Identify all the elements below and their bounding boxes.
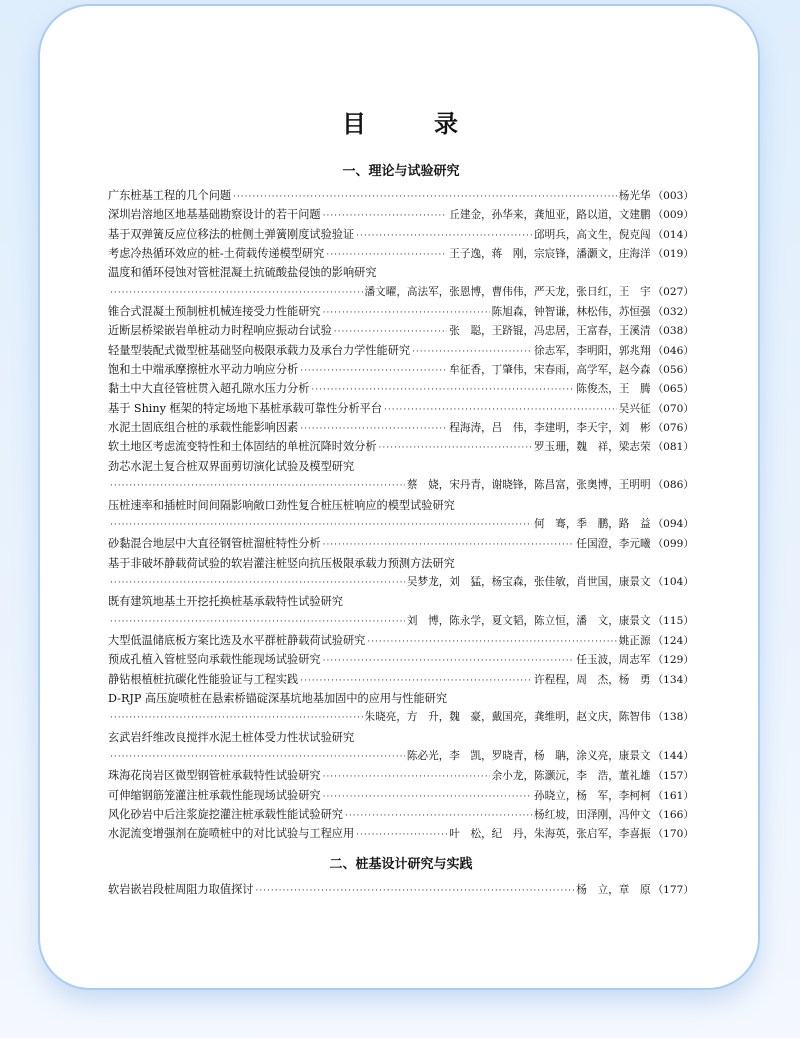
entry-page: （086） bbox=[652, 479, 694, 492]
dot-leader bbox=[367, 633, 616, 650]
toc-entry-title-line bbox=[108, 263, 694, 282]
dot-leader bbox=[110, 477, 405, 495]
dot-leader bbox=[233, 188, 617, 205]
entry-authors: 叶 松，纪 丹，朱海英，张启军，李喜振 bbox=[449, 828, 651, 841]
entry-authors: 吴梦龙，刘 猛，杨宝森，张佳敏，肖世国，康景文 bbox=[406, 575, 651, 588]
entry-title: 预成孔植入管桩竖向承载性能现场试验研究 bbox=[108, 653, 321, 667]
toc-entry bbox=[108, 631, 694, 650]
toc-entry-author-line bbox=[108, 612, 694, 631]
entry-authors: 孙晓立，杨 军，李柯柯 bbox=[534, 789, 651, 802]
dot-leader bbox=[110, 709, 363, 727]
entry-authors: 姚正源 bbox=[618, 634, 651, 647]
entry-authors: 朱晓亮，方 升，魏 豪，戴国亮，龚维明，赵文庆，陈智伟 bbox=[364, 711, 651, 724]
toc-entry bbox=[108, 186, 694, 205]
toc-entry-title-line bbox=[108, 592, 694, 611]
toc-entry-title-line bbox=[108, 554, 694, 573]
entry-authors: 陈旭森，钟智谦，林松伟，苏恒强 bbox=[491, 306, 651, 319]
toc-entry bbox=[108, 766, 694, 785]
toc-entry bbox=[108, 321, 694, 340]
dot-leader bbox=[356, 826, 447, 843]
entry-title: 劲芯水泥土复合桩双界面剪切演化试验及模型研究 bbox=[108, 459, 355, 473]
dot-leader bbox=[412, 343, 532, 360]
entry-title: D-RJP 高压旋喷桩在悬索桥锚碇深基坑地基加固中的应用与性能研究 bbox=[108, 691, 448, 705]
entry-authors: 杨红坡，田泽刚，冯仲文 bbox=[534, 809, 651, 821]
dot-leader bbox=[323, 536, 575, 553]
entry-title: 风化砂岩中后注浆旋挖灌注桩承载性能试验研究 bbox=[108, 808, 343, 821]
toc-entry-title-line bbox=[108, 689, 694, 708]
entry-page: （099） bbox=[652, 538, 694, 551]
toc-entry bbox=[108, 399, 694, 418]
entry-authors: 蔡 娆，宋丹青，谢晓锋，陈昌富，张奥博，王明明 bbox=[406, 479, 651, 492]
dot-leader bbox=[110, 748, 405, 766]
toc-entry bbox=[108, 534, 694, 553]
entry-authors: 潘文曜，高法军，张恩博，曹伟伟，严天龙，张日红，王 宇 bbox=[364, 285, 651, 298]
entry-page: （014） bbox=[652, 228, 694, 241]
entry-page: （019） bbox=[652, 248, 694, 261]
dot-leader bbox=[323, 788, 532, 805]
dot-leader bbox=[379, 439, 533, 456]
entry-title: 软岩嵌岩段桩周阻力取值探讨 bbox=[108, 882, 254, 896]
toc-entry-author-line bbox=[108, 283, 694, 302]
toc-entry-author-line bbox=[108, 515, 694, 534]
entry-authors: 杨 立，章 原 bbox=[576, 883, 651, 896]
entry-title: 基于双弹簧反应位移法的桩侧土弹簧刚度试验验证 bbox=[108, 227, 355, 241]
entry-title: 可伸缩钢筋笼灌注桩承载性能现场试验研究 bbox=[108, 788, 321, 802]
entry-title: 压桩速率和插桩时间间隔影响敞口劲性复合桩压桩响应的模型试验研究 bbox=[108, 498, 455, 512]
entry-authors: 杨光华 bbox=[618, 190, 651, 202]
entry-page: （009） bbox=[652, 209, 694, 222]
entry-title: 黏土中大直径管桩贯入超孔隙水压力分析 bbox=[108, 382, 310, 396]
entry-title: 轻量型装配式微型桩基础竖向极限承载力及承台力学性能研究 bbox=[108, 343, 411, 357]
toc-entry-author-line bbox=[108, 573, 694, 592]
entry-authors: 刘 博，陈永学，夏文韬，陈立恒，潘 文，康景文 bbox=[406, 614, 651, 627]
toc-entry bbox=[108, 225, 694, 244]
toc-entry bbox=[108, 437, 694, 456]
entry-title: 砂黏混合地层中大直径钢管桩溜桩特性分析 bbox=[108, 537, 321, 551]
toc-entry bbox=[108, 786, 694, 805]
dot-leader bbox=[311, 381, 574, 398]
entry-page: （038） bbox=[652, 325, 694, 338]
entry-title: 广东桩基工程的几个问题 bbox=[108, 189, 232, 202]
toc-entry bbox=[108, 360, 694, 379]
dot-leader bbox=[345, 807, 532, 824]
toc-entry bbox=[108, 824, 694, 843]
page-title: 目 录 bbox=[342, 110, 480, 138]
toc-entry-author-line bbox=[108, 708, 694, 727]
entry-page: （177） bbox=[652, 883, 694, 896]
entry-page: （081） bbox=[652, 441, 694, 454]
entry-page: （094） bbox=[652, 517, 694, 530]
section-heading: 一、理论与试验研究 bbox=[342, 164, 460, 179]
entry-authors: 牟征香，丁肇伟，宋春雨，高学军，赵今森 bbox=[449, 364, 651, 377]
entry-authors: 张 聪，王跻锟，冯忠居，王富春，王溪清 bbox=[449, 325, 651, 338]
toc-entry-title-line bbox=[108, 728, 694, 747]
dot-leader bbox=[255, 882, 574, 899]
entry-authors: 余小龙，陈灏沅，李 浩，董礼雄 bbox=[491, 770, 651, 783]
toc-entry bbox=[108, 379, 694, 398]
entry-page: （003） bbox=[652, 190, 694, 202]
entry-title: 锥合式混凝土预制桩机械连接受力性能研究 bbox=[108, 305, 321, 319]
toc-entry bbox=[108, 244, 694, 263]
entry-page: （144） bbox=[652, 749, 694, 762]
entry-title: 水泥流变增强剂在旋喷桩中的对比试验与工程应用 bbox=[108, 827, 355, 841]
entry-title: 饱和土中端承摩擦桩水平动力响应分析 bbox=[108, 363, 299, 377]
toc-entry bbox=[108, 650, 694, 669]
toc-entry bbox=[108, 205, 694, 224]
toc-entry bbox=[108, 418, 694, 437]
entry-title: 近断层桥梁嵌岩单桩动力时程响应振动台试验 bbox=[108, 324, 332, 338]
dot-leader bbox=[323, 207, 448, 224]
entry-title: 温度和循环侵蚀对管桩混凝土抗硫酸盐侵蚀的影响研究 bbox=[108, 266, 377, 280]
entry-authors: 罗玉珊，魏 祥，梁志荣 bbox=[534, 441, 651, 454]
entry-title: 既有建筑地基土开挖托换桩基承载特性试验研究 bbox=[108, 595, 343, 609]
entry-page: （166） bbox=[652, 809, 694, 821]
entry-title: 考虑冷热循环效应的桩-土荷载传递模型研究 bbox=[108, 247, 325, 261]
entry-page: （076） bbox=[652, 422, 694, 435]
entry-page: （129） bbox=[652, 654, 694, 667]
section-heading: 二、桩基设计研究与实践 bbox=[329, 856, 473, 872]
entry-title: 静钻根植桩抗碳化性能验证与工程实践 bbox=[108, 672, 299, 686]
table-of-contents bbox=[108, 158, 694, 899]
entry-page: （170） bbox=[652, 828, 694, 841]
toc-entry bbox=[108, 880, 694, 899]
dot-leader bbox=[323, 304, 490, 321]
toc-entry-title-line bbox=[108, 496, 694, 515]
entry-page: （027） bbox=[652, 285, 694, 298]
entry-page: （115） bbox=[652, 614, 694, 627]
dot-leader bbox=[110, 574, 405, 592]
dot-leader bbox=[384, 401, 617, 418]
entry-title: 玄武岩纤维改良搅拌水泥土桩体受力性状试验研究 bbox=[108, 730, 355, 744]
entry-authors: 丘建金，孙华来，龚旭亚，路以道，文建鹏 bbox=[449, 209, 651, 222]
entry-page: （157） bbox=[652, 770, 694, 783]
entry-page: （161） bbox=[652, 789, 694, 802]
entry-page: （134） bbox=[652, 673, 694, 686]
entry-title: 基于 Shiny 框架的特定场地下基桩承载可靠性分析平台 bbox=[108, 401, 383, 415]
toc-entry-author-line bbox=[108, 476, 694, 495]
toc-entry bbox=[108, 670, 694, 689]
entry-authors: 许程程，周 杰，杨 勇 bbox=[534, 673, 651, 686]
entry-authors: 吴兴征 bbox=[618, 402, 651, 415]
entry-authors: 任国澄，李元曦 bbox=[576, 538, 651, 551]
dot-leader bbox=[300, 672, 532, 689]
entry-page: （070） bbox=[652, 402, 694, 415]
dot-leader bbox=[300, 420, 447, 437]
dot-leader bbox=[326, 246, 447, 263]
entry-authors: 陈必光，李 凯，罗晓青，杨 聃，涂义亮，康景文 bbox=[406, 749, 651, 762]
entry-page: （124） bbox=[652, 634, 694, 647]
entry-title: 深圳岩溶地区地基基础勘察设计的若干问题 bbox=[108, 208, 321, 222]
entry-page: （046） bbox=[652, 344, 694, 357]
entry-title: 基于非破坏静载荷试验的软岩灌注桩竖向抗压极限承载力预测方法研究 bbox=[108, 556, 455, 570]
dot-leader bbox=[356, 227, 532, 244]
entry-title: 水泥土固底组合桩的承载性能影响因素 bbox=[108, 421, 299, 435]
dot-leader bbox=[110, 516, 532, 534]
dot-leader bbox=[300, 362, 447, 379]
toc-entry-title-line bbox=[108, 457, 694, 476]
entry-title: 软土地区考虑流变特性和土体固结的单桩沉降时效分析 bbox=[108, 440, 377, 454]
dot-leader bbox=[110, 284, 363, 302]
entry-title: 大型低温储底板方案比选及水平群桩静载荷试验研究 bbox=[108, 633, 366, 647]
entry-page: （065） bbox=[652, 383, 694, 396]
toc-entry bbox=[108, 341, 694, 360]
entry-page: （104） bbox=[652, 575, 694, 588]
entry-page: （032） bbox=[652, 306, 694, 319]
entry-authors: 陈俊杰，王 腾 bbox=[576, 383, 651, 396]
entry-page: （056） bbox=[652, 364, 694, 377]
dot-leader bbox=[323, 652, 575, 669]
entry-authors: 徐志军，李明阳，郭兆翔 bbox=[534, 344, 651, 357]
dot-leader bbox=[323, 768, 490, 785]
toc-entry bbox=[108, 805, 694, 824]
entry-authors: 王子逸，蒋 刚，宗宸锋，潘灏文，庄海洋 bbox=[449, 248, 651, 261]
entry-authors: 任玉波，周志军 bbox=[576, 654, 651, 667]
toc-entry bbox=[108, 302, 694, 321]
toc-entry-author-line bbox=[108, 747, 694, 766]
dot-leader bbox=[334, 323, 448, 340]
entry-authors: 邱明兵，高文生，倪克闯 bbox=[534, 228, 651, 241]
entry-authors: 程海涛，吕 伟，李建明，李天宇，刘 彬 bbox=[449, 422, 651, 435]
entry-page: （138） bbox=[652, 711, 694, 724]
entry-authors: 何 骞，季 鹏，路 益 bbox=[534, 517, 651, 530]
entry-title: 珠海花岗岩区微型钢管桩承载特性试验研究 bbox=[108, 769, 321, 783]
dot-leader bbox=[110, 613, 405, 631]
